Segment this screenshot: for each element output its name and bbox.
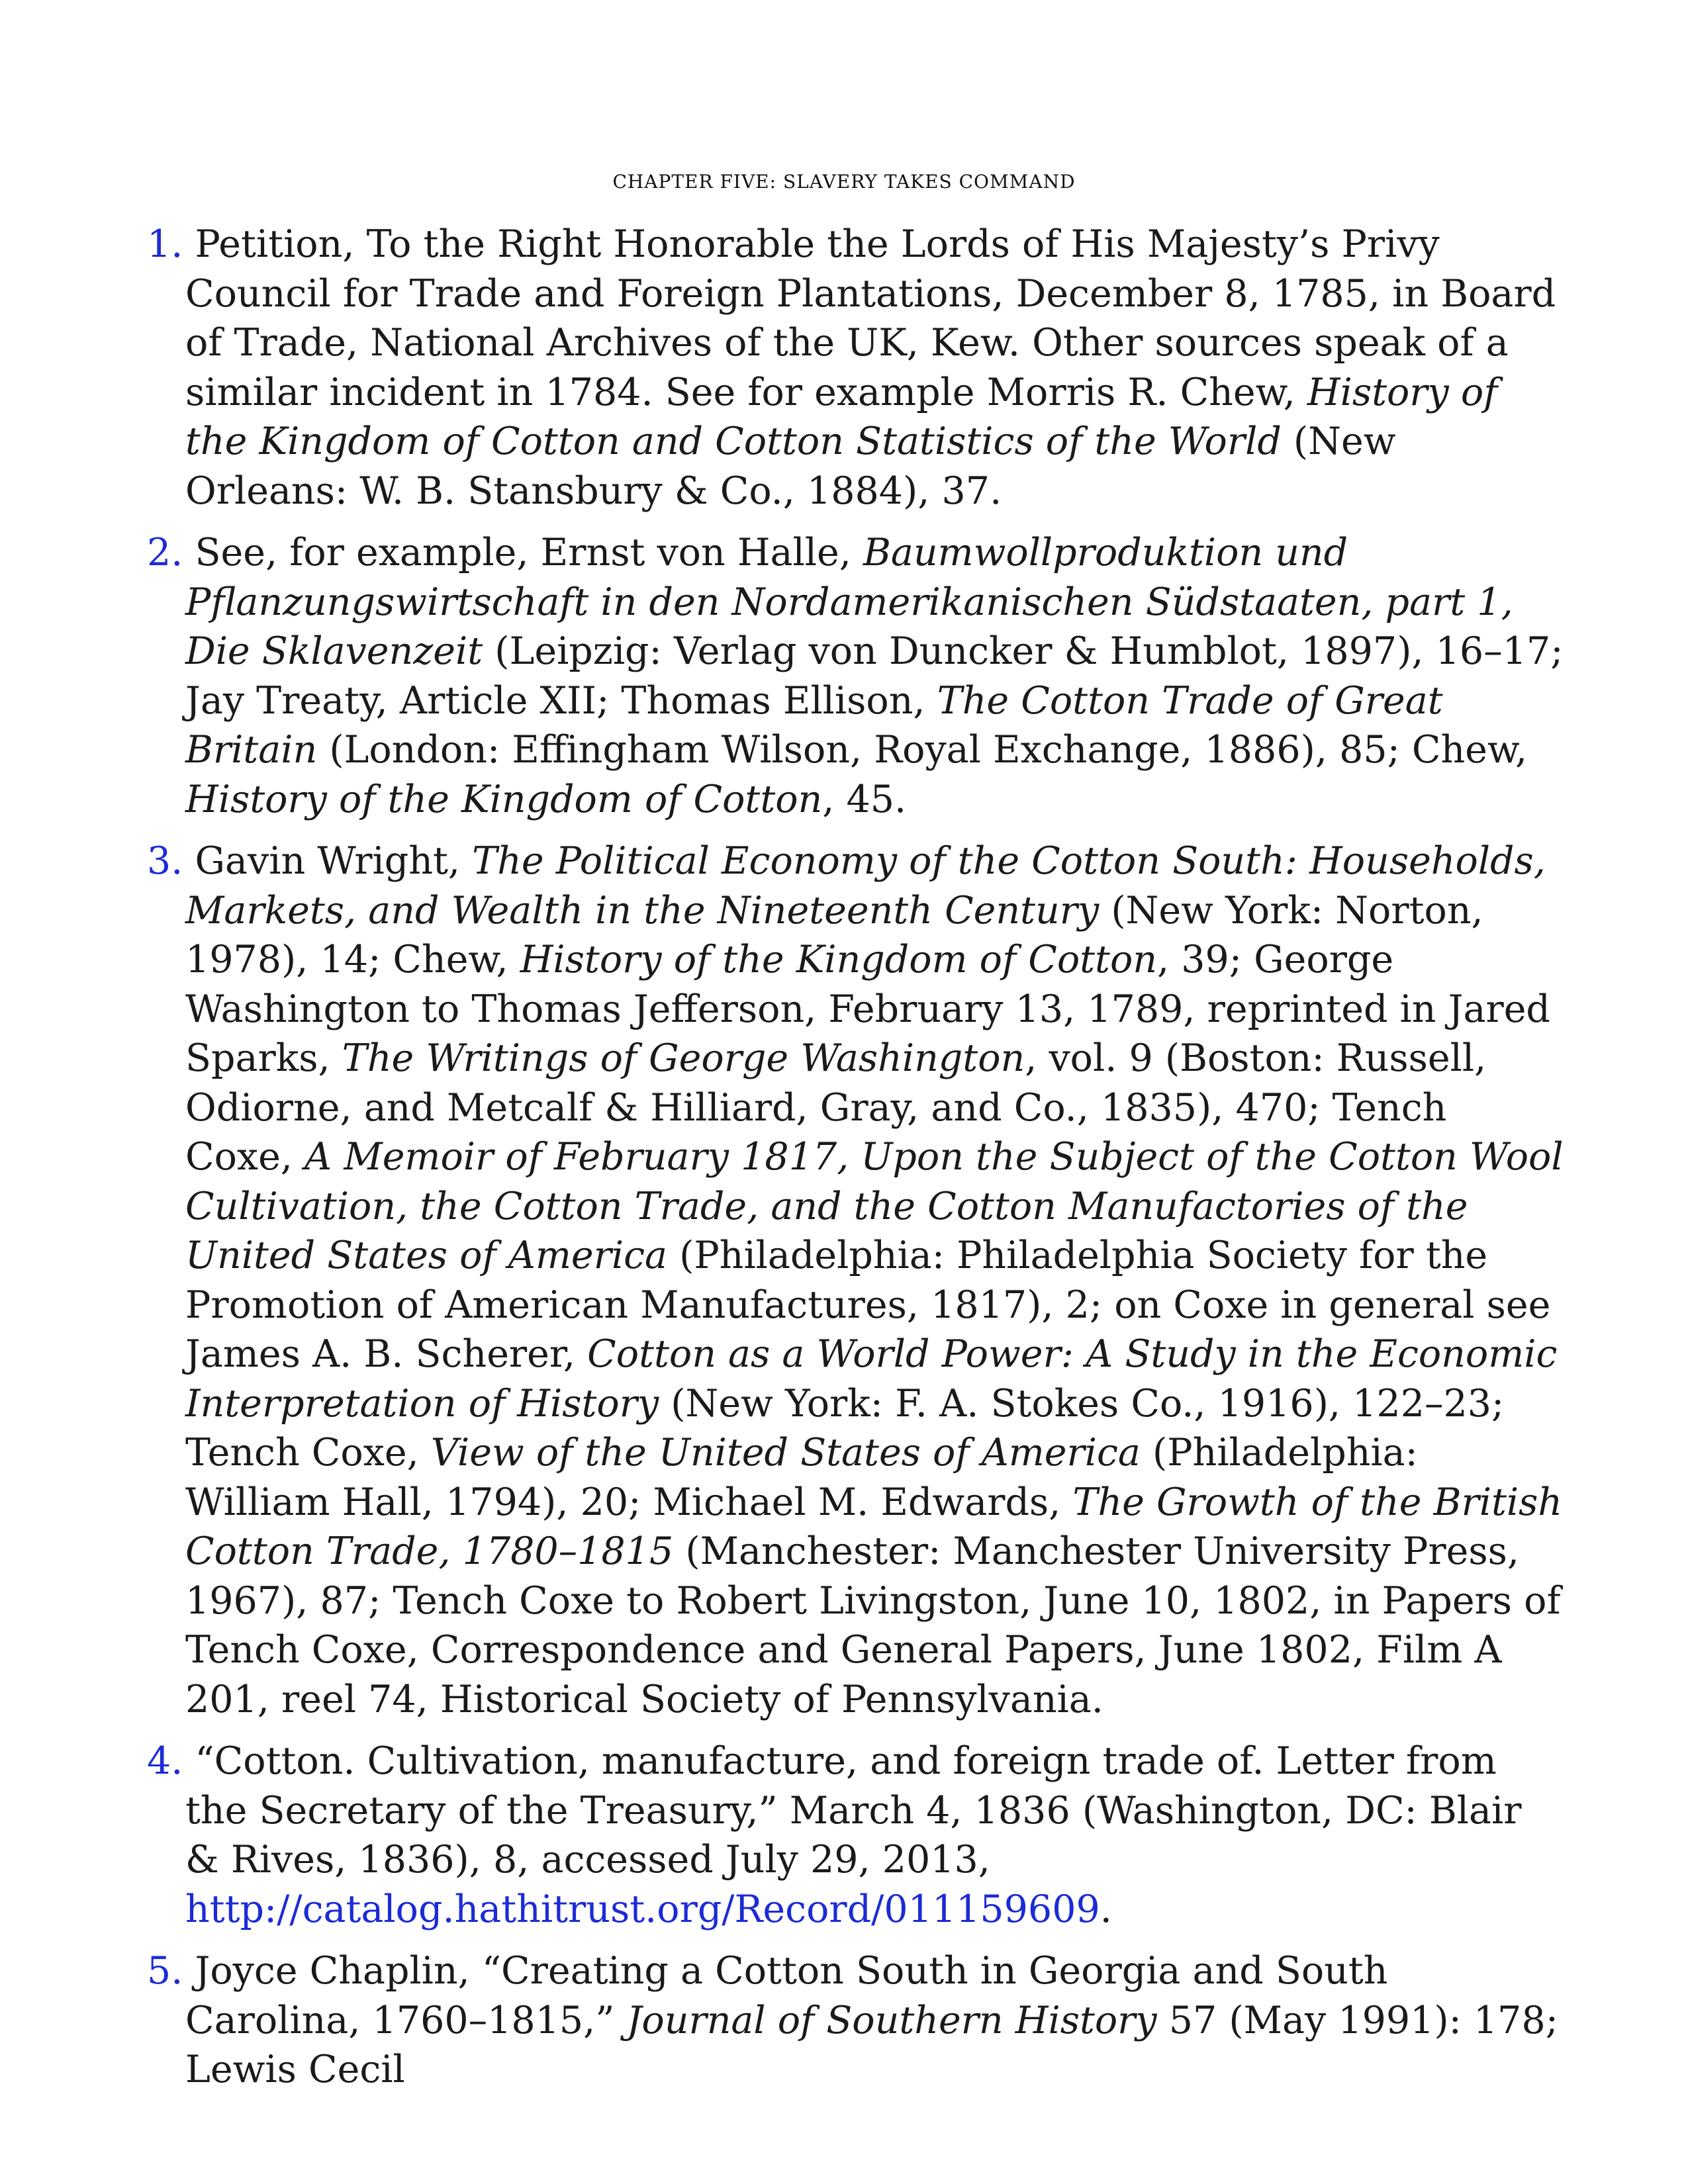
running-head: CHAPTER FIVE: SLAVERY TAKES COMMAND xyxy=(612,171,1076,193)
hathitrust-link[interactable]: http://catalog.hathitrust.org/Record/011159609 xyxy=(185,1887,1100,1931)
note-text: See, for example, Ernst von Halle, xyxy=(183,531,863,574)
italic-title: A Memoir of February 1817, Upon the Subject of the Cotton Wool Cultivation, the Cotton Trade, and the Cotton Manufactories of the United States of America xyxy=(185,1135,1564,1277)
note-text: (New York: Norton, 1978), 14; Chew, xyxy=(185,888,1483,981)
note-text: (New York: F. A. Stokes Co., 1916), 122–23; Tench Coxe, xyxy=(185,1381,1505,1475)
note-text: (New Orleans: W. B. Stansbury & Co., 1884), 37. xyxy=(185,420,1396,513)
note-text: Petition, To the Right Honorable the Lords of His Majesty’s Privy Council for Trade and Foreign Plantations, December 8, 1785, in Board of Trade, National Archives of the UK, Kew. Other sources speak of a similar incident in 1784. See for example Morris R. Chew, xyxy=(183,222,1556,414)
note-text: Gavin Wright, xyxy=(183,839,473,883)
note-text: , 39; George Washington to Thomas Jefferson, February 13, 1789, reprinted in Jared Sparks, xyxy=(185,938,1550,1080)
endnote-4 xyxy=(147,1737,1564,1934)
note-text: , 45. xyxy=(822,777,907,821)
italic-title: Baumwollproduktion und Pflanzungswirtschaft in den Nordamerikanischen Südstaaten, part 1, Die Sklavenzeit xyxy=(185,531,1513,673)
italic-title: Journal of Southern History xyxy=(626,1998,1157,2042)
note-text: (Philadelphia: Philadelphia Society for the Promotion of American Manufactures, 1817), 2; on Coxe in general see James A. B. Scherer, xyxy=(185,1234,1551,1376)
italic-title: Cotton as a World Power: A Study in the Economic Interpretation of History xyxy=(185,1332,1558,1426)
note-number-link[interactable]: 3. xyxy=(147,839,183,883)
note-text: 57 (May 1991): 178; Lewis Cecil xyxy=(185,1998,1558,2091)
note-number-link[interactable]: 1. xyxy=(147,222,183,266)
endnote-1 xyxy=(147,220,1564,516)
endnote-5 xyxy=(147,1946,1564,2095)
note-text: (Leipzig: Verlag von Duncker & Humblot, 1897), 16–17; Jay Treaty, Article XII; Thomas Ellison, xyxy=(185,629,1564,723)
italic-title: The Writings of George Washington xyxy=(342,1036,1025,1080)
endnote-3 xyxy=(147,837,1564,1724)
italic-title: History of the Kingdom of Cotton and Cotton Statistics of the World xyxy=(185,370,1498,463)
note-text: Joyce Chaplin, “Creating a Cotton South in Georgia and South Carolina, 1760–1815,” xyxy=(183,1949,1388,2042)
note-text: , vol. 9 (Boston: Russell, Odiorne, and Metcalf & Hilliard, Gray, and Co., 1835), 470; Tench Coxe, xyxy=(185,1036,1487,1179)
note-text: . xyxy=(1100,1887,1112,1931)
italic-title: The Cotton Trade of Great Britain xyxy=(185,678,1443,772)
note-text: (London: Effingham Wilson, Royal Exchange, 1886), 85; Chew, xyxy=(317,728,1528,772)
italic-title: View of the United States of America xyxy=(430,1431,1141,1475)
note-text: (Manchester: Manchester University Press, 1967), 87; Tench Coxe to Robert Livingston, June 10, 1802, in Papers of Tench Coxe, Correspondence and General Papers, June 1802, Film A 201, reel 74, Historical Society of Pennsylvania. xyxy=(185,1529,1561,1721)
italic-title: History of the Kingdom of Cotton xyxy=(520,938,1157,981)
italic-title: The Growth of the British Cotton Trade, 1780–1815 xyxy=(185,1480,1563,1573)
endnotes-list xyxy=(147,220,1564,2107)
note-text: (Philadelphia: William Hall, 1794), 20; Michael M. Edwards, xyxy=(185,1431,1418,1524)
note-text: “Cotton. Cultivation, manufacture, and foreign trade of. Letter from the Secretary of the Treasury,” March 4, 1836 (Washington, DC: Blair & Rives, 1836), 8, accessed July 29, 2013, xyxy=(183,1739,1522,1882)
note-number-link[interactable]: 4. xyxy=(147,1739,183,1783)
italic-title: The Political Economy of the Cotton South: Households, Markets, and Wealth in the Nineteenth Century xyxy=(185,839,1546,933)
endnote-2 xyxy=(147,528,1564,824)
note-number-link[interactable]: 5. xyxy=(147,1949,183,1993)
italic-title: History of the Kingdom of Cotton xyxy=(185,777,823,821)
note-number-link[interactable]: 2. xyxy=(147,531,183,574)
